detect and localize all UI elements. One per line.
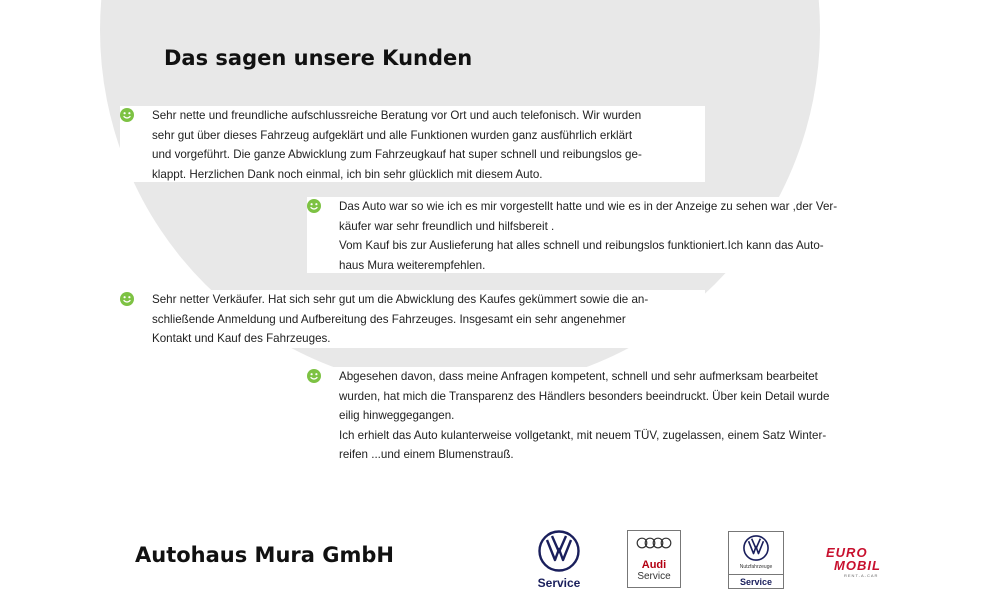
review-line: Ich erhielt das Auto kulanterweise vollgetankt, mit neuem TÜV, zugelassen, einem Satz Winter- bbox=[339, 428, 827, 442]
euromobil-line1: EURO bbox=[826, 545, 868, 560]
review-card bbox=[307, 197, 892, 273]
smiley-icon bbox=[120, 108, 134, 122]
review-line: Kontakt und Kauf des Fahrzeuges. bbox=[152, 332, 331, 345]
review-card bbox=[307, 367, 892, 463]
review-line: Sehr nette und freundliche aufschlussreiche Beratung vor Ort und auch telefonisch. Wir wurden bbox=[152, 109, 642, 122]
euromobil-logo bbox=[818, 545, 890, 581]
vw-service-logo bbox=[530, 528, 588, 594]
vw-emblem-icon bbox=[538, 530, 580, 572]
audi-service-label: Service bbox=[637, 571, 671, 582]
euromobil-tagline: RENT-A-CAR bbox=[844, 573, 879, 578]
review-line: sehr gut über dieses Fahrzeug aufgeklärt und alle Funktionen wurden ganz ausführlich erklärt bbox=[152, 128, 633, 142]
audi-service-logo bbox=[627, 530, 681, 588]
review-line: Abgesehen davon, dass meine Anfragen kompetent, schnell und sehr aufmerksam bearbeitet bbox=[339, 370, 818, 383]
vw-nutzfahrzeuge-service-logo bbox=[728, 531, 784, 589]
review-line: klappt. Herzlichen Dank noch einmal, ich bin sehr glücklich mit diesem Auto. bbox=[152, 167, 543, 181]
company-name: Autohaus Mura GmbH bbox=[135, 543, 394, 567]
review-line: Sehr netter Verkäufer. Hat sich sehr gut um die Abwicklung des Kaufes gekümmert sowie die an- bbox=[152, 293, 649, 306]
nutzfahrzeuge-label: Nutzfahrzeuge bbox=[739, 564, 773, 570]
review-line: wurden, hat mich die Transparenz des Händlers besonders beeindruckt. Über kein Detail wurde bbox=[339, 389, 830, 403]
background-left-margin bbox=[0, 0, 100, 600]
review-line: käufer war sehr freundlich und hilfsbereit . bbox=[339, 219, 555, 233]
page-title: Das sagen unsere Kunden bbox=[164, 46, 473, 70]
smiley-icon bbox=[307, 369, 321, 383]
review-card bbox=[120, 290, 705, 348]
smiley-icon bbox=[307, 199, 321, 213]
vw-emblem-icon bbox=[743, 535, 769, 561]
nutzfahrzeuge-service-label: Service bbox=[729, 574, 783, 589]
audi-rings-icon bbox=[636, 537, 672, 549]
vw-service-label: Service bbox=[537, 576, 581, 590]
review-line: haus Mura weiterempfehlen. bbox=[339, 258, 486, 272]
smiley-icon bbox=[120, 292, 134, 306]
review-line: eilig hinweggegangen. bbox=[339, 409, 455, 422]
review-line: und vorgeführt. Die ganze Abwicklung zum Fahrzeugkauf hat super schnell und reibungslos ge- bbox=[152, 148, 642, 161]
review-card bbox=[120, 106, 705, 182]
review-line: reifen ...und einem Blumenstrauß. bbox=[339, 448, 514, 461]
euromobil-line2: MOBIL bbox=[834, 558, 881, 573]
review-line: schließende Anmeldung und Aufbereitung des Fahrzeuges. Insgesamt ein sehr angenehmer bbox=[152, 312, 626, 326]
audi-brand-label: Audi bbox=[641, 559, 667, 571]
review-line: Vom Kauf bis zur Auslieferung hat alles schnell und reibungslos funktioniert.Ich kann das Auto- bbox=[339, 239, 824, 252]
review-line: Das Auto war so wie ich es mir vorgestellt hatte und wie es in der Anzeige zu sehen war ,der Ver- bbox=[339, 200, 838, 213]
